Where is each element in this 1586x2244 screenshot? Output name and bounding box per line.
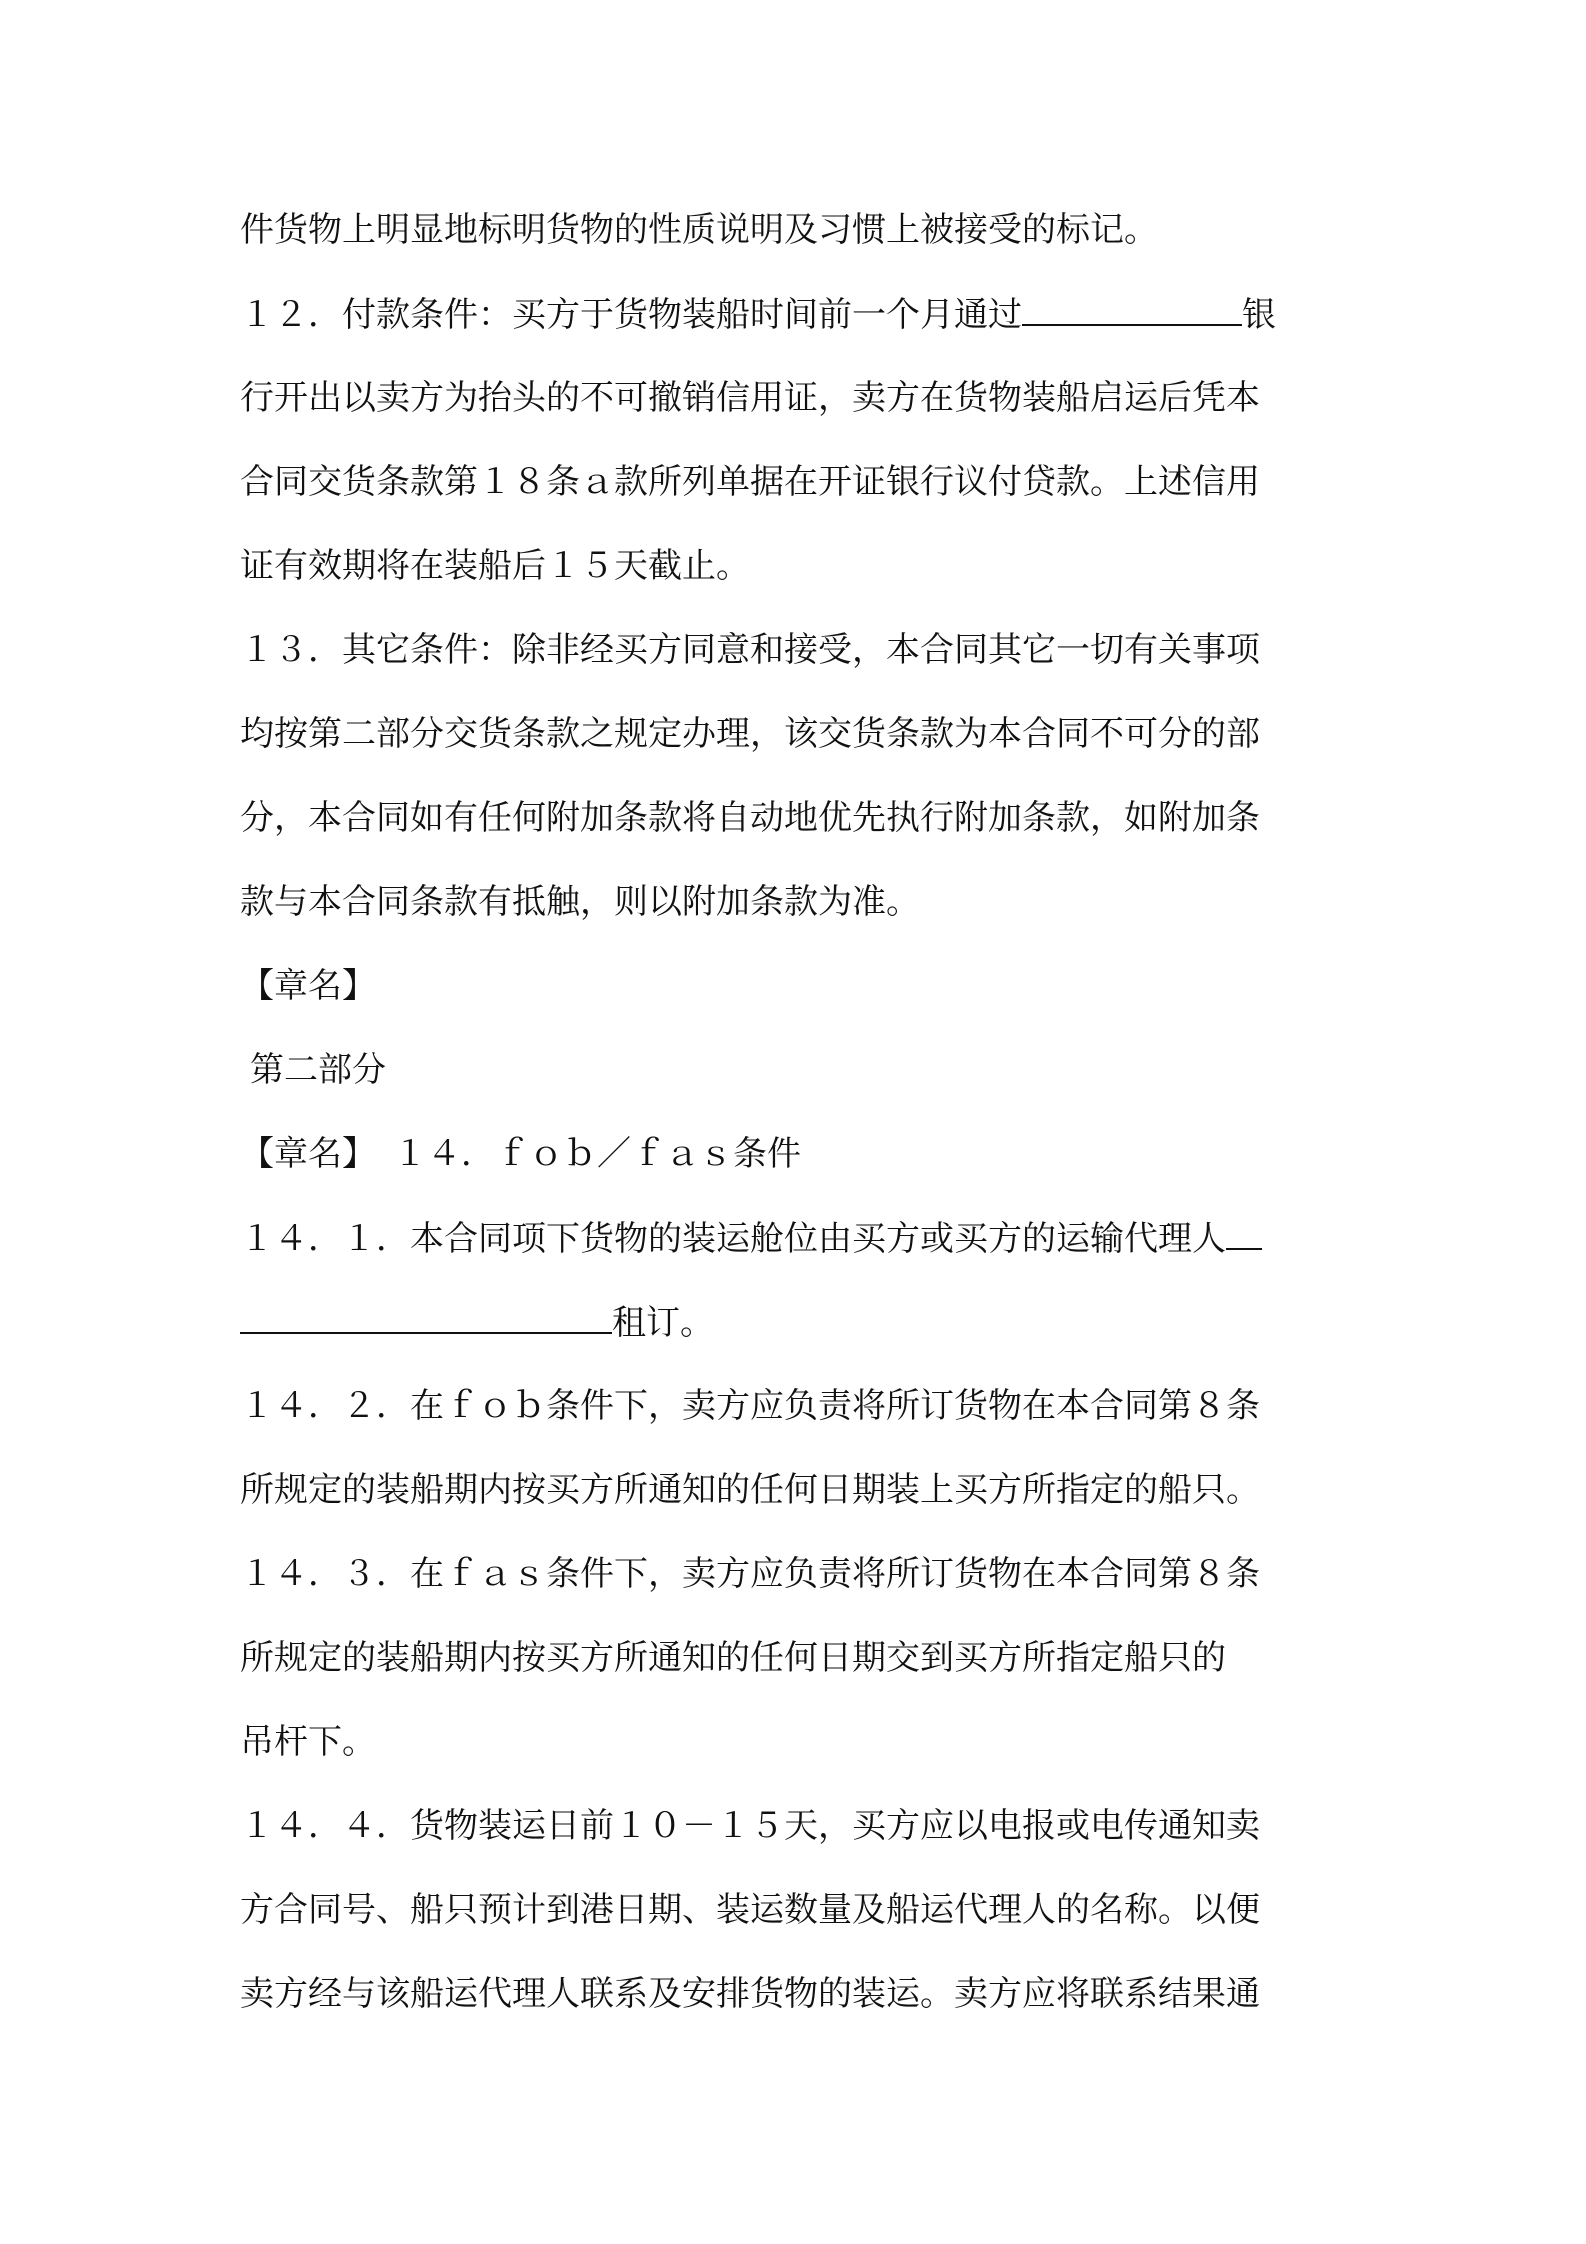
paragraph-line (240, 710, 1350, 758)
paragraph-line (240, 1298, 1350, 1347)
paragraph-line (240, 1970, 1350, 2018)
line-text: 吊杆下。 (240, 1722, 376, 1762)
line-text: １４．３．在ｆａｓ条件下，卖方应负责将所订货物在本合同第８条 (240, 1554, 1260, 1594)
clause-14-1-line (240, 1214, 1350, 1263)
fill-in-blank-agent-continued[interactable] (240, 1298, 612, 1334)
line-text: 银 (1242, 295, 1276, 335)
clause-12-payment-line (240, 290, 1350, 339)
paragraph-line (240, 1718, 1350, 1766)
line-text: 证有效期将在装船后１５天截止。 (240, 546, 750, 586)
line-text: 【章名】 １４．ｆｏｂ／ｆａｓ条件 (240, 1134, 801, 1174)
chapter-heading (240, 962, 1350, 1010)
line-text: 所规定的装船期内按买方所通知的任何日期装上买方所指定的船只。 (240, 1470, 1260, 1510)
line-text: 款与本合同条款有抵触，则以附加条款为准。 (240, 882, 920, 922)
paragraph-line (240, 206, 1350, 254)
line-text: １３．其它条件：除非经买方同意和接受，本合同其它一切有关事项 (240, 630, 1260, 670)
part-title (250, 1046, 1360, 1094)
line-text: 【章名】 (240, 966, 376, 1006)
paragraph-line (240, 374, 1350, 422)
line-text: 卖方经与该船运代理人联系及安排货物的装运。卖方应将联系结果通 (240, 1974, 1260, 2014)
line-text: 行开出以卖方为抬头的不可撤销信用证，卖方在货物装船启运后凭本 (240, 378, 1260, 418)
paragraph-line (240, 542, 1350, 590)
paragraph-line (240, 794, 1350, 842)
paragraph-line (240, 1466, 1350, 1514)
line-text: 租订。 (612, 1303, 714, 1343)
line-text: １２．付款条件：买方于货物装船时间前一个月通过 (240, 295, 1022, 335)
line-text: 方合同号、船只预计到港日期、装运数量及船运代理人的名称。以便 (240, 1890, 1260, 1930)
fill-in-blank-bank[interactable] (1022, 290, 1242, 326)
paragraph-line (240, 878, 1350, 926)
chapter-heading-14 (240, 1130, 1350, 1178)
line-text: 第二部分 (250, 1050, 386, 1090)
paragraph-line (240, 1634, 1350, 1682)
paragraph-line (240, 458, 1350, 506)
line-text: １４．４．货物装运日前１０－１５天，买方应以电报或电传通知卖 (240, 1806, 1260, 1846)
line-text: 件货物上明显地标明货物的性质说明及习惯上被接受的标记。 (240, 210, 1158, 250)
line-text: １４．２．在ｆｏｂ条件下，卖方应负责将所订货物在本合同第８条 (240, 1386, 1260, 1426)
line-text: 合同交货条款第１８条ａ款所列单据在开证银行议付贷款。上述信用 (240, 462, 1260, 502)
line-text: 均按第二部分交货条款之规定办理，该交货条款为本合同不可分的部 (240, 714, 1260, 754)
clause-13-other-line (240, 626, 1350, 674)
paragraph-line (240, 1886, 1350, 1934)
line-text: １４．１．本合同项下货物的装运舱位由买方或买方的运输代理人 (240, 1219, 1226, 1259)
fill-in-blank-agent[interactable] (1226, 1214, 1262, 1250)
clause-14-2-line (240, 1382, 1350, 1430)
line-text: 所规定的装船期内按买方所通知的任何日期交到买方所指定船只的 (240, 1638, 1226, 1678)
clause-14-4-line (240, 1802, 1350, 1850)
clause-14-3-line (240, 1550, 1350, 1598)
line-text: 分，本合同如有任何附加条款将自动地优先执行附加条款，如附加条 (240, 798, 1260, 838)
